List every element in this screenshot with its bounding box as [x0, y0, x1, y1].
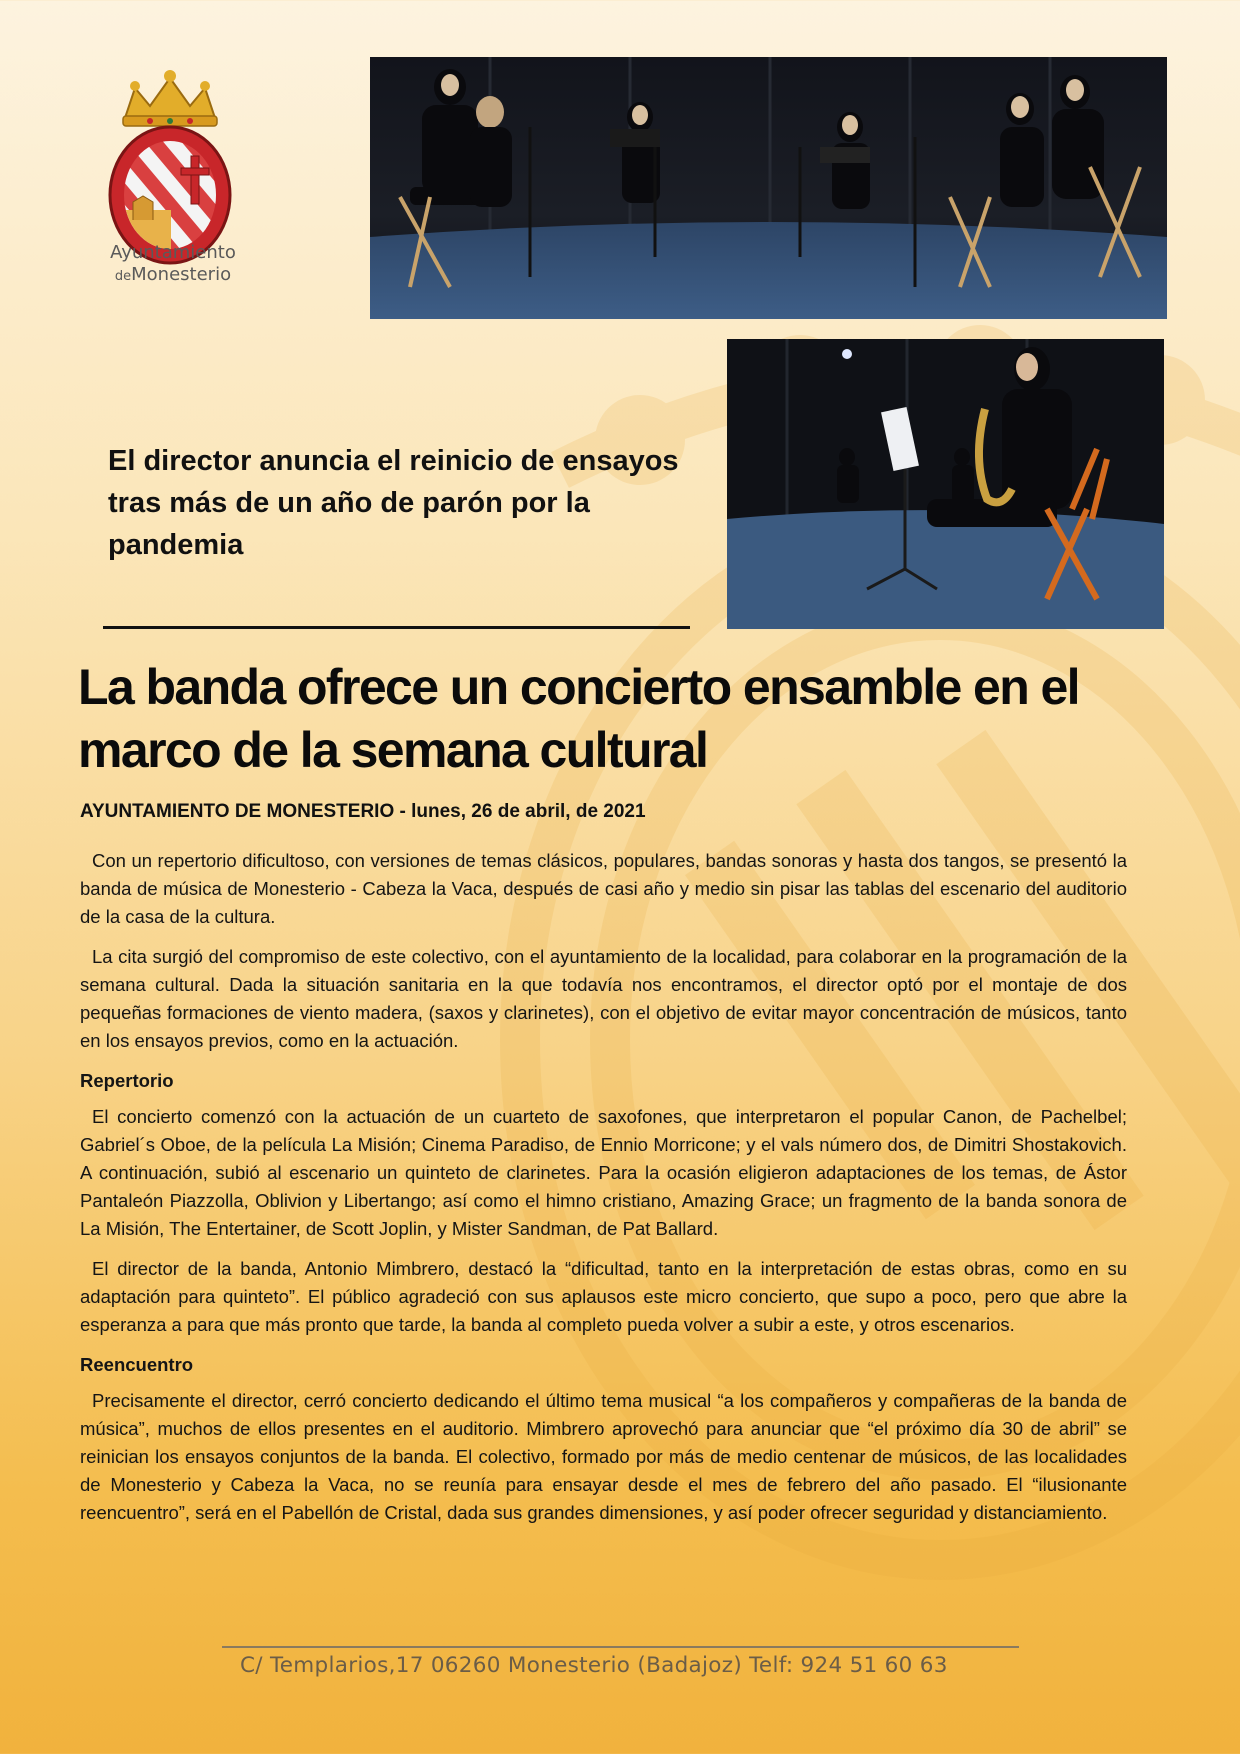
logo-caption-line2: deMonesterio: [114, 264, 232, 285]
headline: La banda ofrece un concierto ensamble en el marco de la semana cultural: [78, 659, 1079, 778]
subheadline: El director anuncia el reinicio de ensayos tras más de un año de parón por la pandemia: [108, 445, 679, 561]
paragraph: El concierto comenzó con la actuación de un cuarteto de saxofones, que interpretaron el popular Canon, de Pachelbel; Gabriel´s Oboe, de la película La Misión; Cinema Paradiso, de Ennio Morricone; y el vals número dos, de Dimitri Shostakovich. A continuación, subió al escenario un quinteto de clarinetes. Para la ocasión eligieron adaptaciones de los temas, de Ástor Pantaleón Piazzolla, Oblivion y Libertango; así como el himno cristiano, Amazing Grace; un fragmento de la banda sonora de La Misión, The Entertainer, de Scott Joplin, y Mister Sandman, de Pat Ballard.: [80, 1106, 1127, 1239]
byline: AYUNTAMIENTO DE MONESTERIO - lunes, 26 de abril, de 2021: [80, 801, 646, 822]
footer-divider: [222, 1646, 1019, 1648]
paragraph: Precisamente el director, cerró concierto dedicando el último tema musical “a los compañeros y compañeras de la banda de música”, muchos de ellos presentes en el auditorio. Mimbrero aprovechó para anunciar que “el próximo día 30 de abril” se reinician los ensayos conjuntos de la banda. El colectivo, formado por más de medio centenar de músicos, de las localidades de Monesterio y Cabeza la Vaca, no se reunía para ensayar desde el mes de febrero del año pasado. El “ilusionante reencuentro”, será en el Pabellón de Cristal, dada sus grandes dimensiones, y así poder ofrecer seguridad y distanciamiento.: [80, 1390, 1127, 1523]
footer-address: C/ Templarios,17 06260 Monesterio (Badajoz) Telf: 924 51 60 63: [240, 1653, 948, 1678]
logo-caption: [88, 242, 258, 288]
paragraph: La cita surgió del compromiso de este colectivo, con el ayuntamiento de la localidad, para colaborar en la programación de la semana cultural. Dada la situación sanitaria en la que todavía nos encontramos, el director optó por el montaje de dos pequeñas formaciones de viento madera, (saxos y clarinetes), con el objetivo de evitar mayor concentración de músicos, tanto en los ensayos previos, como en la actuación.: [80, 946, 1127, 1051]
section-heading: Repertorio: [80, 1070, 174, 1091]
saxophone-quartet-photo: [727, 339, 1164, 629]
clarinet-quintet-photo: [370, 57, 1167, 319]
paragraph: El director de la banda, Antonio Mimbrero, destacó la “dificultad, tanto en la interpretación de estas obras, como en su adaptación para quinteto”. El público agradeció con sus aplausos este micro concierto, que supo a poco, pero que abre la esperanza a para que más pronto que tarde, la banda al completo pueda volver a subir a este, y otros escenarios.: [80, 1258, 1127, 1335]
subheadline-divider: [103, 626, 690, 629]
paragraph: Con un repertorio dificultoso, con versiones de temas clásicos, populares, bandas sonoras y hasta dos tangos, se presentó la banda de música de Monesterio - Cabeza la Vaca, después de casi año y medio sin pisar las tablas del escenario del auditorio de la casa de la cultura.: [80, 850, 1127, 927]
article-body: [80, 847, 1127, 1539]
section-heading: Reencuentro: [80, 1354, 194, 1375]
logo-caption-line1: Ayuntamiento: [110, 242, 236, 263]
